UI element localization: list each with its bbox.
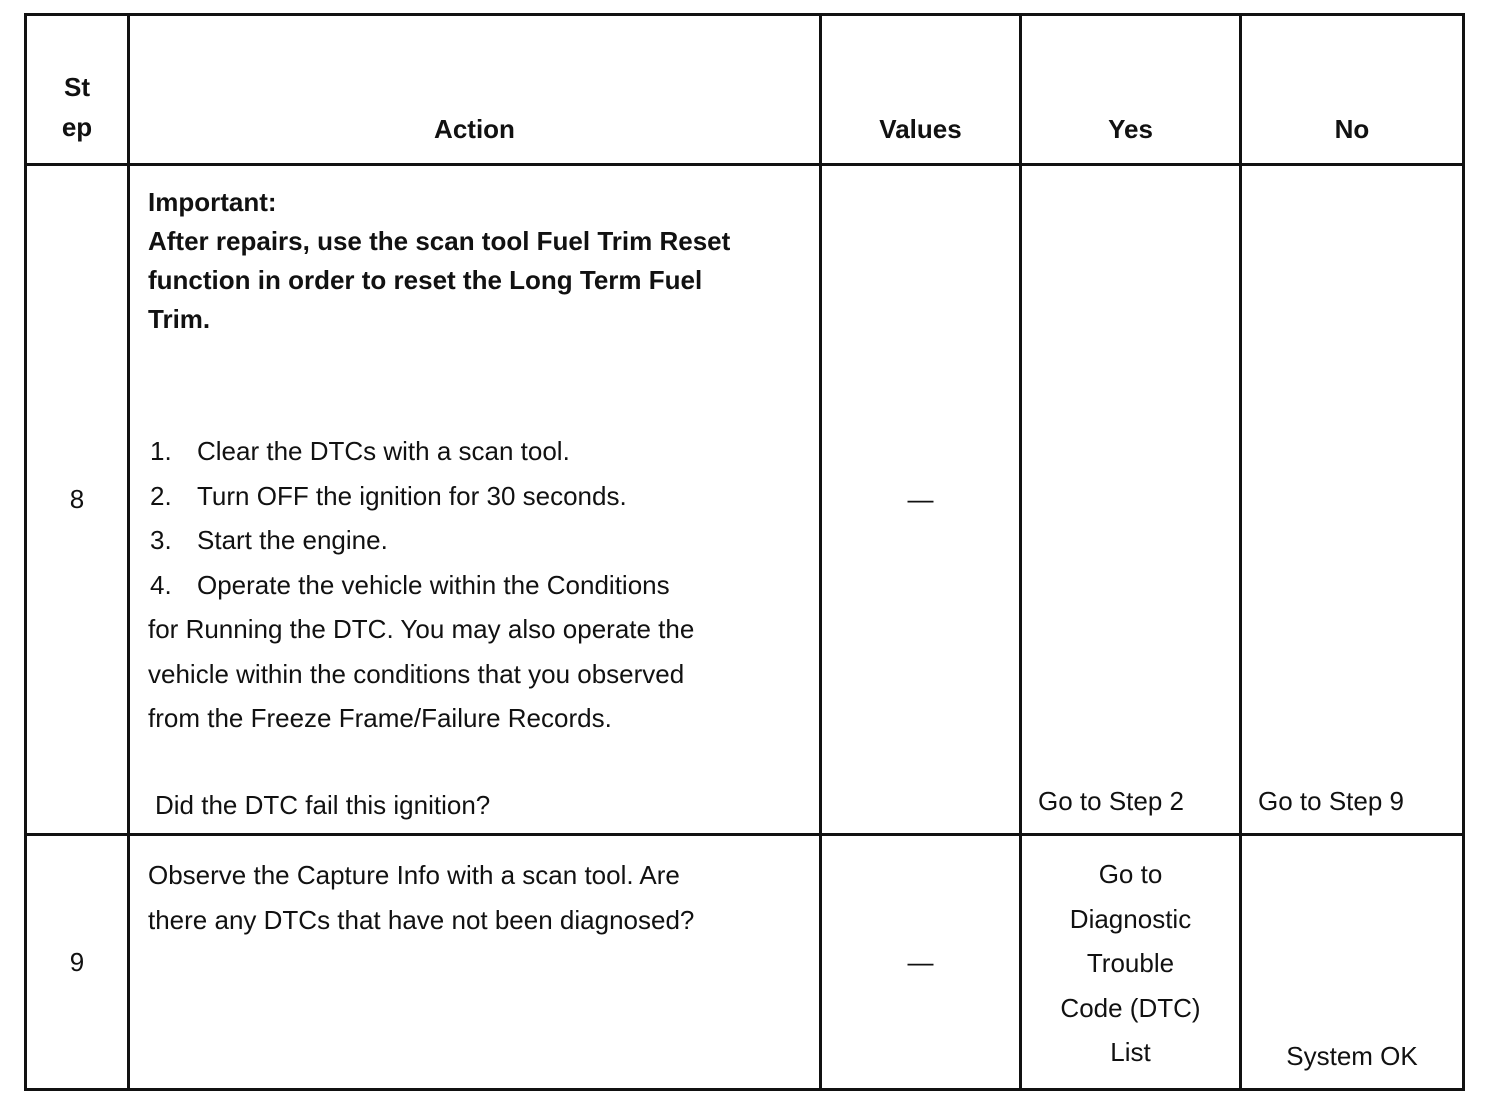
yes-line: List	[1110, 1037, 1151, 1067]
values-cell: —	[821, 165, 1021, 835]
action-cell	[129, 165, 821, 835]
yes-line: Diagnostic	[1069, 903, 1192, 934]
yes-line: Trouble	[1086, 948, 1175, 978]
list-item-number: 3.	[150, 525, 172, 555]
list-item-text: Operate the vehicle within the Conditions	[197, 569, 670, 600]
important-line: After repairs, use the scan tool Fuel Trim Reset	[148, 226, 731, 256]
yes-cell	[1021, 835, 1241, 1090]
table-row-step-9	[26, 835, 1464, 1090]
procedure-continuation	[148, 607, 799, 741]
header-step-line2: ep	[61, 112, 93, 142]
question-text: Did the DTC fail this ignition?	[155, 789, 491, 820]
important-line: function in order to reset the Long Term Fuel	[148, 265, 703, 295]
no-cell: System OK	[1241, 835, 1464, 1090]
list-item-text: Turn OFF the ignition for 30 seconds.	[197, 480, 627, 511]
procedure-list	[148, 429, 799, 607]
list-item-number: 1.	[150, 436, 172, 466]
list-item-number: 2.	[150, 480, 172, 511]
list-item-number: 4.	[150, 569, 172, 600]
list-item-text: Clear the DTCs with a scan tool.	[197, 436, 570, 466]
step-number: 9	[26, 835, 129, 1090]
list-item	[148, 474, 799, 519]
yes-cell: Go to Step 2	[1021, 165, 1241, 835]
header-step	[26, 15, 129, 165]
table-header-row	[26, 15, 1464, 165]
action-line: there any DTCs that have not been diagnosed?	[148, 905, 695, 935]
header-values: Values	[821, 15, 1021, 165]
yes-line: Code (DTC)	[1060, 992, 1201, 1023]
header-action: Action	[129, 15, 821, 165]
action-line: Observe the Capture Info with a scan tool. Are	[148, 860, 680, 890]
action-text	[148, 853, 799, 943]
yes-line: Go to	[1098, 859, 1163, 889]
step-number: 8	[26, 165, 129, 835]
list-item	[148, 429, 799, 474]
list-item-text: Start the engine.	[197, 525, 388, 555]
table-row-step-8	[26, 165, 1464, 835]
action-cell	[129, 835, 821, 1090]
header-step-line1: St	[64, 72, 90, 102]
important-label: Important:	[148, 187, 277, 217]
header-no: No	[1241, 15, 1464, 165]
values-cell: —	[821, 835, 1021, 1090]
continuation-line: from the Freeze Frame/Failure Records.	[148, 703, 612, 733]
diagnostic-table	[24, 13, 1465, 1091]
list-item	[148, 563, 799, 608]
continuation-line: vehicle within the conditions that you observed	[148, 658, 685, 689]
important-note	[148, 183, 799, 339]
important-line: Trim.	[148, 304, 211, 334]
header-yes: Yes	[1021, 15, 1241, 165]
continuation-line: for Running the DTC. You may also operate the	[148, 614, 695, 644]
no-cell: Go to Step 9	[1241, 165, 1464, 835]
list-item	[148, 518, 799, 563]
